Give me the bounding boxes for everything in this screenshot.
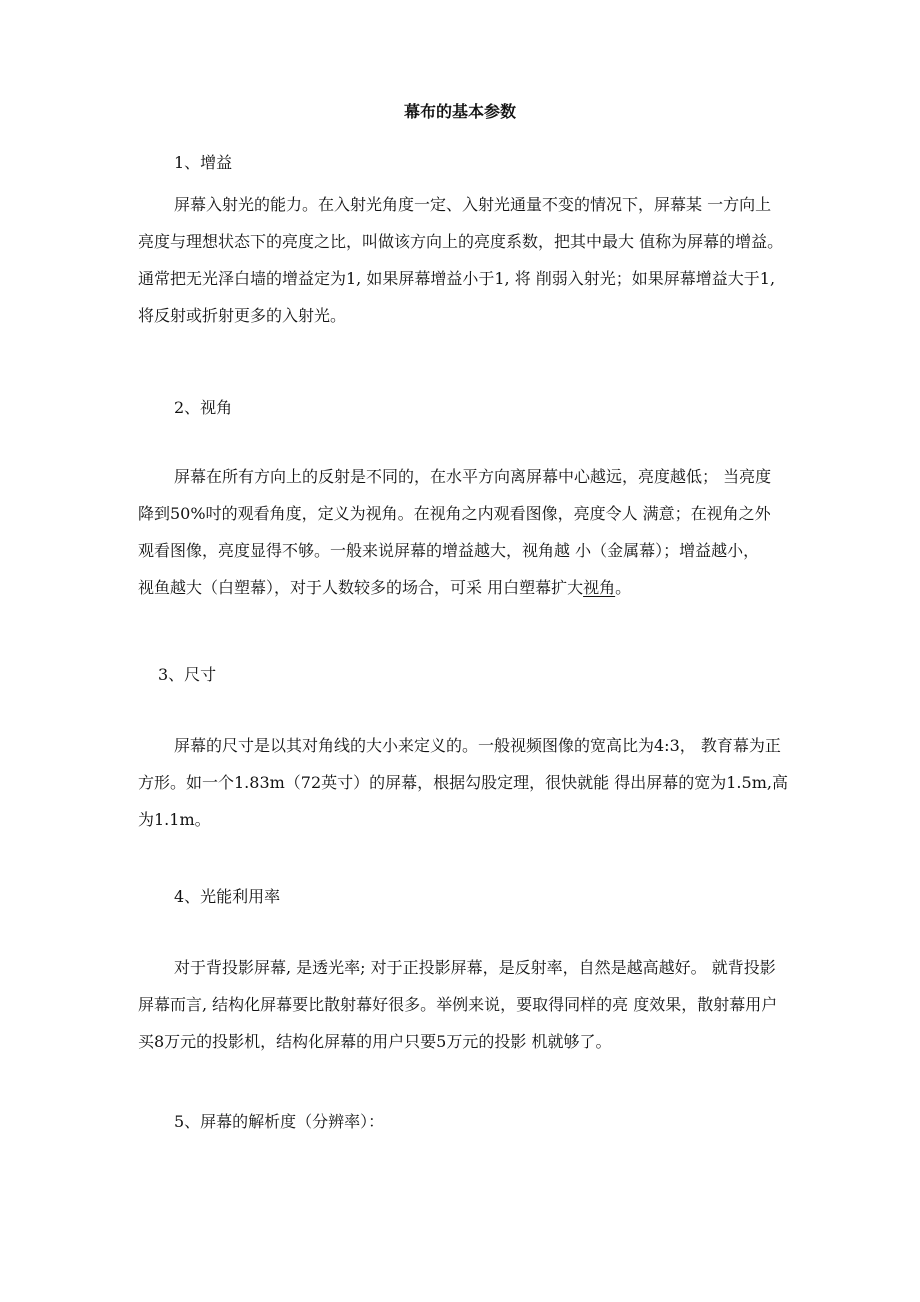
underlined-term: 视角 <box>583 578 616 597</box>
section-heading-gain: 1、增益 <box>174 153 233 172</box>
paragraph-viewing-angle <box>138 458 794 606</box>
paragraph-line: 屏幕在所有方向上的反射是不同的，在水平方向离屏幕中心越远，亮度越低； 当亮度 <box>174 467 772 486</box>
paragraph-line: 屏幕入射光的能力。在入射光角度一定、入射光通量不变的情况下，屏幕某 一方向上 <box>174 195 772 214</box>
document-title: 幕布的基本参数 <box>403 102 516 121</box>
paragraph-line: 降到50%吋的观看角度，定义为视角。在视角之内观看图像，亮度令人 满意；在视角之外 <box>138 504 771 523</box>
paragraph-size <box>138 727 794 838</box>
paragraph-line <box>138 569 794 606</box>
paragraph-line: 方形。如一个1.83m（72英寸）的屏幕，根据勾股定理，很快就能 得出屏幕的宽为1.5m,高 <box>138 773 788 792</box>
section-heading-size: 3、尺寸 <box>158 665 217 684</box>
paragraph-light-efficiency <box>138 949 794 1060</box>
paragraph-line: 将反射或折射更多的入射光。 <box>138 306 347 325</box>
paragraph-gain <box>138 186 794 334</box>
paragraph-line: 屏幕而言, 结构化屏幕要比散射幕好很多。举例来说，要取得同样的亮 度效果，散射幕用户 <box>138 995 778 1014</box>
line-end-punctuation: 。 <box>615 578 632 597</box>
paragraph-line: 亮度与理想状态下的亮度之比，叫做该方向上的亮度系数，把其中最大 值称为屏幕的增益。 <box>138 232 784 251</box>
paragraph-line: 为1.1m。 <box>138 810 211 829</box>
paragraph-line: 通常把无光泽白墙的增益定为1, 如果屏幕增益小于1, 将 削弱入射光；如果屏幕增益大于1, <box>138 269 776 288</box>
section-heading-resolution: 5、屏幕的解析度（分辨率）： <box>174 1112 385 1131</box>
paragraph-line: 观看图像，亮度显得不够。一般来说屏幕的增益越大，视角越 小（金属幕）；增益越小， <box>138 541 760 560</box>
paragraph-line: 屏幕的尺寸是以其对角线的大小来定义的。一般视频图像的宽高比为4:3， 教育幕为正 <box>174 736 781 755</box>
paragraph-line-text: 视鱼越大（白塑幕），对于人数较多的场合，可采 用白塑幕扩大 <box>138 578 584 597</box>
paragraph-line: 买8万元的投影机，结构化屏幕的用户只要5万元的投影 机就够了。 <box>138 1032 612 1051</box>
section-heading-light-efficiency: 4、光能利用率 <box>174 887 281 906</box>
section-heading-viewing-angle: 2、视角 <box>174 398 233 417</box>
paragraph-line: 对于背投影屏幕, 是透光率; 对于正投影屏幕，是反射率，自然是越高越好。 就背投影 <box>174 958 776 977</box>
